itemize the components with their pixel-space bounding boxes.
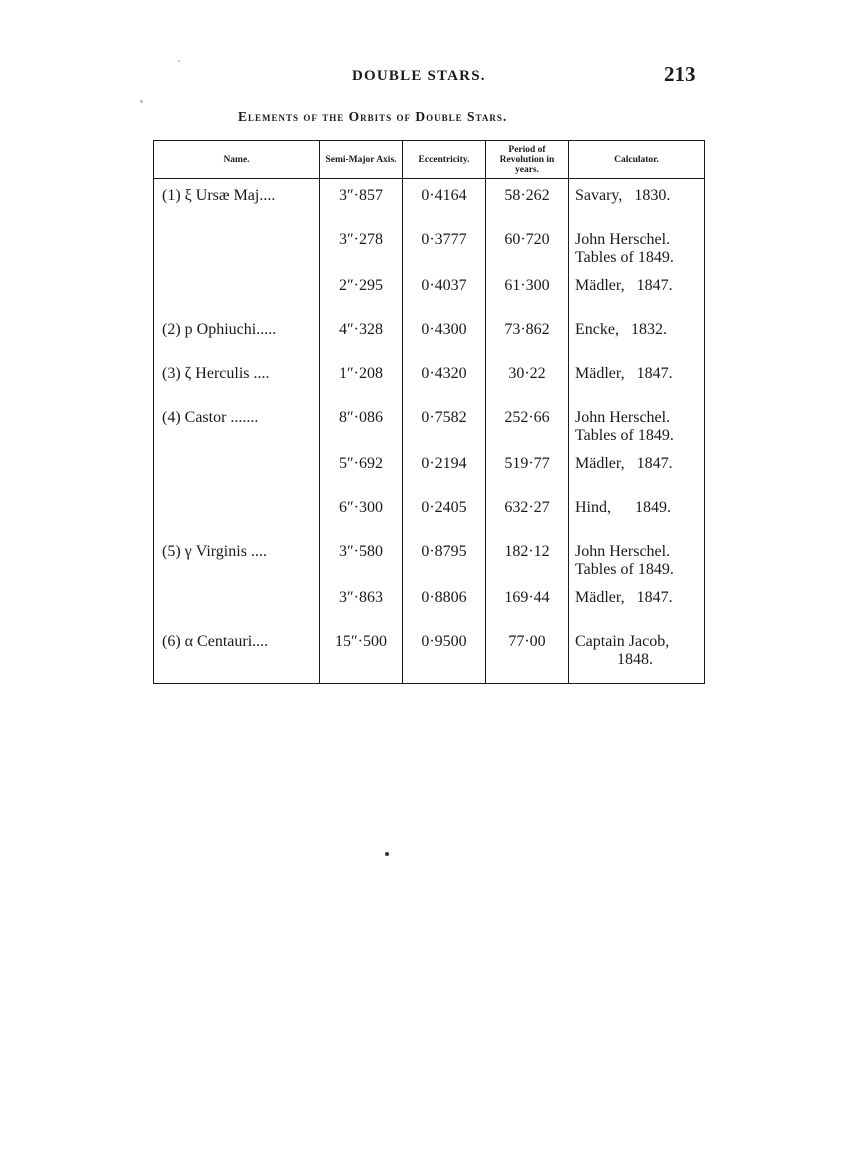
period: 30·22 [486, 357, 569, 401]
semi-major-axis: 15″·500 [320, 625, 403, 684]
period: 519·77 [486, 447, 569, 491]
calculator-line: Captain Jacob, [575, 633, 670, 650]
semi-major-axis: 5″·692 [320, 447, 403, 491]
calculator [569, 313, 705, 357]
column-header-period: Period of Revolution in years. [486, 141, 569, 179]
calculator [569, 581, 705, 625]
semi-major-axis: 3″·580 [320, 535, 403, 581]
star-name [154, 581, 320, 625]
calculator [569, 357, 705, 401]
calculator [569, 179, 705, 224]
star-name: (1) ξ Ursæ Maj.... [154, 179, 320, 224]
table-row [154, 223, 705, 269]
star-name: (2) p Ophiuchi..... [154, 313, 320, 357]
table-row [154, 491, 705, 535]
table-row [154, 401, 705, 447]
semi-major-axis: 2″·295 [320, 269, 403, 313]
scan-speck [140, 100, 143, 103]
star-name [154, 491, 320, 535]
eccentricity: 0·4164 [403, 179, 486, 224]
calculator [569, 223, 705, 269]
star-name [154, 447, 320, 491]
calculator-line: Mädler, 1847. [575, 277, 673, 294]
table-row [154, 313, 705, 357]
eccentricity: 0·4320 [403, 357, 486, 401]
star-name: (4) Castor ....... [154, 401, 320, 447]
column-header-semi-major-axis: Semi-Major Axis. [320, 141, 403, 179]
calculator-line: John Herschel. [575, 409, 671, 426]
header-row [154, 141, 705, 179]
calculator [569, 447, 705, 491]
calculator-line: Mädler, 1847. [575, 455, 673, 472]
calculator [569, 401, 705, 447]
calculator-line: John Herschel. [575, 543, 671, 560]
semi-major-axis: 3″·278 [320, 223, 403, 269]
column-header-name: Name. [154, 141, 320, 179]
calculator-line: John Herschel. [575, 231, 671, 248]
period: 58·262 [486, 179, 569, 224]
period: 73·862 [486, 313, 569, 357]
semi-major-axis: 6″·300 [320, 491, 403, 535]
column-header-eccentricity: Eccentricity. [403, 141, 486, 179]
table-row [154, 179, 705, 224]
eccentricity: 0·7582 [403, 401, 486, 447]
table-row [154, 269, 705, 313]
calculator [569, 625, 705, 684]
calculator [569, 535, 705, 581]
eccentricity: 0·9500 [403, 625, 486, 684]
table-row [154, 535, 705, 581]
column-header-calculator: Calculator. [569, 141, 705, 179]
eccentricity: 0·4300 [403, 313, 486, 357]
eccentricity: 0·2405 [403, 491, 486, 535]
period: 77·00 [486, 625, 569, 684]
calculator-line: Encke, 1832. [575, 321, 667, 338]
calculator-line: Mädler, 1847. [575, 365, 673, 382]
calculator [569, 269, 705, 313]
table-body [154, 179, 705, 684]
period: 60·720 [486, 223, 569, 269]
period: 61·300 [486, 269, 569, 313]
star-name [154, 269, 320, 313]
calculator-line: Hind, 1849. [575, 499, 671, 516]
period: 182·12 [486, 535, 569, 581]
star-name: (3) ζ Herculis .... [154, 357, 320, 401]
star-name: (6) α Centauri.... [154, 625, 320, 684]
calculator-line: Mädler, 1847. [575, 589, 673, 606]
table-row [154, 447, 705, 491]
semi-major-axis: 8″·086 [320, 401, 403, 447]
table-title: Elements of the Orbits of Double Stars. [238, 109, 508, 124]
eccentricity: 0·3777 [403, 223, 486, 269]
orbits-table [153, 140, 705, 684]
semi-major-axis: 4″·328 [320, 313, 403, 357]
period: 632·27 [486, 491, 569, 535]
table-row [154, 357, 705, 401]
eccentricity: 0·8795 [403, 535, 486, 581]
calculator-line: Tables of 1849. [575, 561, 674, 578]
calculator-line: Tables of 1849. [575, 427, 674, 444]
period: 169·44 [486, 581, 569, 625]
table-row [154, 625, 705, 684]
semi-major-axis: 1″·208 [320, 357, 403, 401]
calculator [569, 491, 705, 535]
scan-speck [178, 60, 180, 62]
star-name [154, 223, 320, 269]
table-row [154, 581, 705, 625]
calculator-line: Tables of 1849. [575, 249, 674, 266]
semi-major-axis: 3″·857 [320, 179, 403, 224]
semi-major-axis: 3″·863 [320, 581, 403, 625]
period: 252·66 [486, 401, 569, 447]
scan-speck [385, 852, 389, 856]
calculator-line: Savary, 1830. [575, 187, 671, 204]
running-head: DOUBLE STARS. [352, 68, 486, 84]
eccentricity: 0·4037 [403, 269, 486, 313]
page-number: 213 [664, 62, 696, 86]
star-name: (5) γ Virginis .... [154, 535, 320, 581]
eccentricity: 0·2194 [403, 447, 486, 491]
calculator-line: 1848. [617, 651, 653, 668]
eccentricity: 0·8806 [403, 581, 486, 625]
